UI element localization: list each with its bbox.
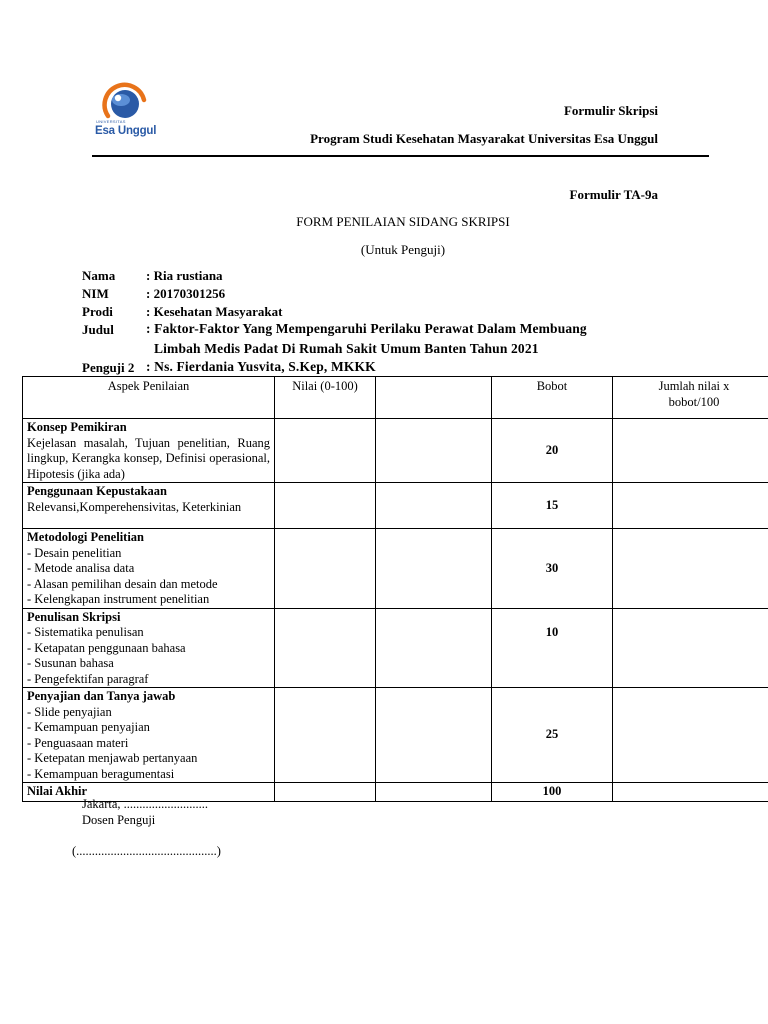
table-row — [23, 483, 768, 529]
table-row — [23, 529, 768, 609]
jumlah-input[interactable] — [613, 608, 768, 688]
header-bobot: Bobot — [492, 377, 613, 419]
final-jumlah-input[interactable] — [613, 783, 768, 802]
final-nilai-input[interactable] — [275, 783, 376, 802]
form-code: Formulir TA-9a — [569, 187, 658, 202]
header-program: Program Studi Kesehatan Masyarakat Universitas Esa Unggul — [310, 131, 658, 146]
aspect-item: - Desain penelitian — [27, 545, 122, 560]
nilai-input[interactable] — [275, 688, 376, 783]
bobot-value: 20 — [492, 419, 613, 483]
jumlah-input[interactable] — [613, 419, 768, 483]
aspect-item: - Alasan pemilihan desain dan metode — [27, 576, 218, 591]
aspect-desc: Relevansi,Komperehensivitas, Keterkinian — [27, 499, 242, 514]
jumlah-input[interactable] — [613, 688, 768, 783]
aspect-item: - Pengefektifan paragraf — [27, 671, 149, 686]
aspect-cell — [23, 529, 275, 609]
extra-cell — [376, 783, 492, 802]
extra-cell — [376, 688, 492, 783]
extra-cell — [376, 419, 492, 483]
bobot-value: 15 — [492, 483, 613, 529]
extra-cell — [376, 483, 492, 529]
aspect-item: - Ketepatan menjawab pertanyaan — [27, 751, 198, 765]
header-jumlah-line2: bobot/100 — [668, 394, 720, 409]
nilai-input[interactable] — [275, 608, 376, 688]
header-aspect: Aspek Penilaian — [23, 377, 275, 419]
place-date: Jakarta, ........................... — [82, 797, 209, 811]
nama-label: Nama — [82, 268, 116, 283]
aspect-item: - Slide penyajian — [27, 704, 112, 719]
extra-cell — [376, 608, 492, 688]
aspect-title: Penggunaan Kepustakaan — [27, 484, 167, 498]
nama-value: : Ria rustiana — [146, 268, 223, 283]
aspect-item: - Metode analisa data — [27, 561, 135, 575]
table-header-row — [23, 377, 768, 419]
nim-label: NIM — [82, 286, 109, 301]
penguji-label: Penguji 2 — [82, 360, 135, 375]
aspect-desc: Kejelasan masalah, Tujuan penelitian, Ruang lingkup, Kerangka konsep, Definisi operasional, Hipotesis (jika ada) — [27, 435, 270, 481]
judul-line2: Limbah Medis Padat Di Rumah Sakit Umum Banten Tahun 2021 — [154, 341, 539, 356]
aspect-cell — [23, 483, 275, 529]
form-title: FORM PENILAIAN SIDANG SKRIPSI — [296, 214, 510, 229]
judul-label: Judul — [82, 322, 114, 337]
aspect-item: - Kemampuan penyajian — [27, 720, 150, 734]
aspect-title: Penyajian dan Tanya jawab — [27, 689, 176, 703]
jumlah-input[interactable] — [613, 529, 768, 609]
prodi-value: : Kesehatan Masyarakat — [146, 304, 283, 319]
nim-value: : 20170301256 — [146, 286, 226, 301]
bobot-value: 10 — [492, 608, 613, 688]
logo-subtext: UNIVERSITAS — [96, 119, 126, 124]
signer-role: Dosen Penguji — [82, 813, 156, 827]
aspect-item: - Kelengkapan instrument penelitian — [27, 592, 210, 606]
signature-line[interactable]: (.............................................) — [72, 844, 221, 858]
judul-line1: : Faktor-Faktor Yang Mempengaruhi Perilaku Perawat Dalam Membuang — [146, 321, 587, 336]
header-jumlah — [613, 377, 768, 419]
header-divider — [92, 155, 709, 157]
aspect-item: - Susunan bahasa — [27, 656, 114, 670]
bobot-value: 30 — [492, 529, 613, 609]
aspect-title: Metodologi Penelitian — [27, 530, 144, 544]
aspect-cell — [23, 419, 275, 483]
form-subtitle: (Untuk Penguji) — [360, 242, 446, 257]
final-label-text: Nilai Akhir — [27, 784, 88, 798]
aspect-cell — [23, 608, 275, 688]
assessment-table — [22, 376, 768, 802]
extra-cell — [376, 529, 492, 609]
nilai-input[interactable] — [275, 529, 376, 609]
table-row — [23, 419, 768, 483]
header-jumlah-line1: Jumlah nilai x — [658, 379, 730, 393]
bobot-value: 25 — [492, 688, 613, 783]
final-bobot: 100 — [492, 783, 613, 802]
header-empty — [376, 377, 492, 419]
aspect-item: - Ketapatan penggunaan bahasa — [27, 640, 186, 655]
aspect-item: - Penguasaan materi — [27, 735, 129, 750]
aspect-item: - Sistematika penulisan — [27, 625, 144, 639]
table-row — [23, 608, 768, 688]
jumlah-input[interactable] — [613, 483, 768, 529]
header-title: Formulir Skripsi — [563, 103, 658, 118]
aspect-title: Konsep Pemikiran — [27, 420, 127, 434]
aspect-item: - Kemampuan beragumentasi — [27, 766, 175, 781]
logo-name: Esa Unggul — [95, 125, 157, 137]
aspect-title: Penulisan Skripsi — [27, 609, 121, 624]
nilai-input[interactable] — [275, 483, 376, 529]
prodi-label: Prodi — [82, 304, 113, 319]
penguji-value: : Ns. Fierdania Yusvita, S.Kep, MKKK — [146, 359, 376, 374]
nilai-input[interactable] — [275, 419, 376, 483]
aspect-cell — [23, 688, 275, 783]
table-row — [23, 688, 768, 783]
header-nilai: Nilai (0-100) — [275, 377, 376, 419]
